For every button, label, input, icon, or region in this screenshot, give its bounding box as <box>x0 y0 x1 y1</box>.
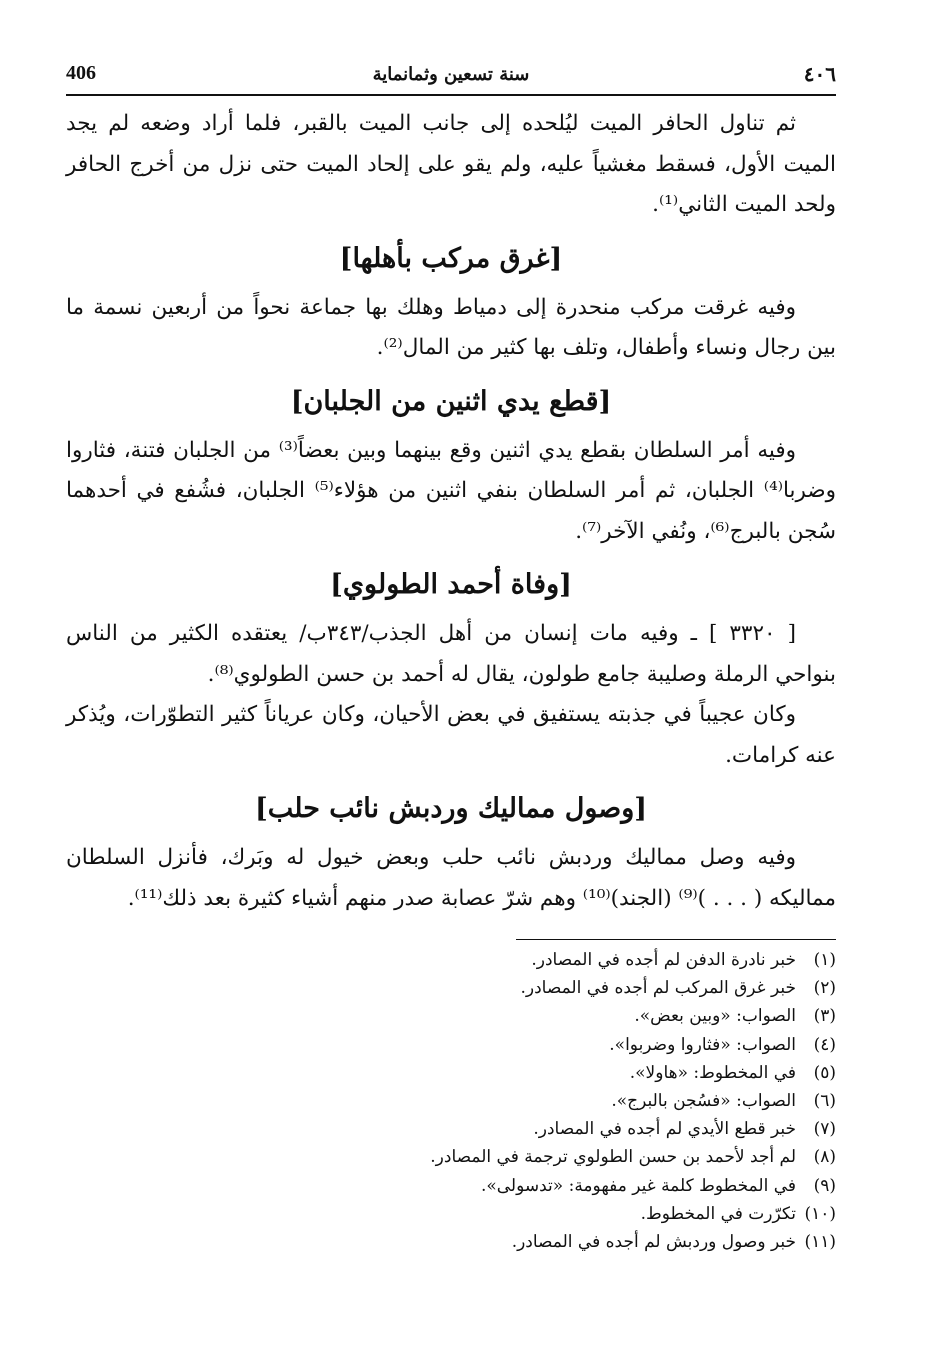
footnote <box>66 1200 836 1228</box>
footnote-text: خبر وصول وردبش لم أجده في المصادر. <box>511 1232 796 1253</box>
footnote-number: (١٠) <box>804 1203 836 1224</box>
footnote-text: تكرّرت في المخطوط. <box>640 1203 796 1224</box>
paragraph: وفيه وصل مماليك وردبش نائب حلب وبعض خيول له وبَرك، فأنزل السلطان مماليكه ( . . . )⁽⁹⁾ (الجند)⁽¹⁰⁾ وهم شرّ عصابة صدر منهم أشياء كثيرة بعد ذلك⁽¹¹⁾. <box>66 845 836 911</box>
section-2 <box>66 240 836 369</box>
footnote-number: (١١) <box>804 1232 836 1253</box>
footnote-number: (٧) <box>813 1119 836 1140</box>
footnote-number: (٦) <box>813 1091 836 1112</box>
section-3 <box>66 383 836 553</box>
running-title: سنة تسعين وثمانماية <box>372 64 530 85</box>
paragraph: ثم تناول الحافر الميت ليُلحده إلى جانب الميت بالقبر، فلما أراد وضعه لم يجد الميت الأول، فسقط مغشياً عليه، ولم يقو على إلحاد الميت حتى نزل من أخرج الحافر ولحد الميت الثاني⁽¹⁾. <box>66 111 836 217</box>
footnote <box>66 1115 836 1143</box>
footnote <box>66 1087 836 1115</box>
paragraph: وفيه أمر السلطان بقطع يدي اثنين وقع بينهما وبين بعضاً⁽³⁾ من الجلبان فتنة، فثاروا وضربا⁽⁴⁾ الجلبان، ثم أمر السلطان بنفي اثنين من هؤلاء⁽⁵⁾ الجلبان، فشُفع في أحدهما سُجن بالبرج⁽⁶⁾، ونُفي الآخر⁽⁷⁾. <box>66 437 837 544</box>
footnote-divider <box>516 939 836 940</box>
footnote-number: (١) <box>813 950 836 970</box>
footnote-number: (٢) <box>813 978 836 999</box>
footnote <box>66 1172 836 1200</box>
section-heading: [وصول مماليك وردبش نائب حلب] <box>254 793 648 824</box>
footnote <box>66 974 836 1002</box>
footnote-text: في المخطوط كلمة غير مفهومة: «تدسولى». <box>480 1175 796 1196</box>
section-5 <box>66 790 836 919</box>
footnote-text: خبر نادرة الدفن لم أجده في المصادر. <box>531 950 796 970</box>
footnote-text: الصواب: «فسُجن بالبرج». <box>611 1091 796 1112</box>
footnote <box>66 1031 836 1059</box>
footnote <box>66 1059 836 1087</box>
section-heading: [وفاة أحمد الطولوي] <box>330 569 572 600</box>
section-1 <box>66 104 836 226</box>
footnote-text: في المخطوط: «هاولا». <box>629 1062 796 1083</box>
footnote-number: (٣) <box>813 1006 836 1027</box>
paragraph: [ ٣٣٢٠ ] ـ وفيه مات إنسان من أهل الجذب/٣٤٣ب/ يعتقده الكثير من الناس بنواحي الرملة وصليبة جامع طولون، يقال له أحمد بن حسن الطولوي⁽⁸⁾. <box>66 621 836 687</box>
footnote <box>66 1228 836 1256</box>
footnotes <box>66 946 836 1256</box>
running-header <box>66 58 836 96</box>
paragraph: وفيه غرقت مركب منحدرة إلى دمياط وهلك بها جماعة نحواً من أربعين نسمة ما بين رجال ونساء وأطفال، وتلف بها كثير من المال⁽²⁾. <box>66 294 836 360</box>
footnote-number: (٨) <box>813 1147 836 1168</box>
footnote-text: الصواب: «وبين بعض». <box>634 1006 796 1027</box>
section-heading: [قطع يدي اثنين من الجلبان] <box>290 385 612 417</box>
footnote-text: خبر غرق المركب لم أجده في المصادر. <box>520 978 796 999</box>
footnote-text: خبر قطع الأيدي لم أجده في المصادر. <box>533 1119 796 1140</box>
document-page <box>66 58 836 1256</box>
footnote-number: (٩) <box>813 1175 836 1196</box>
footnote <box>66 1002 836 1030</box>
footnote-text: لم أجد لأحمد بن حسن الطولوي ترجمة في المصادر. <box>430 1147 796 1168</box>
page-number-latin: 406 <box>66 62 96 84</box>
footnote-number: (٤) <box>813 1034 836 1055</box>
page-number-arabic: ٤٠٦ <box>803 62 836 86</box>
footnote-text: الصواب: «فثاروا وضربوا». <box>609 1034 796 1055</box>
footnote-number: (٥) <box>813 1062 836 1083</box>
section-4 <box>66 566 836 776</box>
paragraph: وكان عجيباً في جذبته يستفيق في بعض الأحيان، وكان عرياناً كثير التطوّرات، ويُذكر عنه كرامات. <box>66 702 836 768</box>
footnote <box>66 1143 836 1171</box>
footnote <box>66 946 836 974</box>
section-heading: [غرق مركب بأهلها] <box>339 242 563 274</box>
